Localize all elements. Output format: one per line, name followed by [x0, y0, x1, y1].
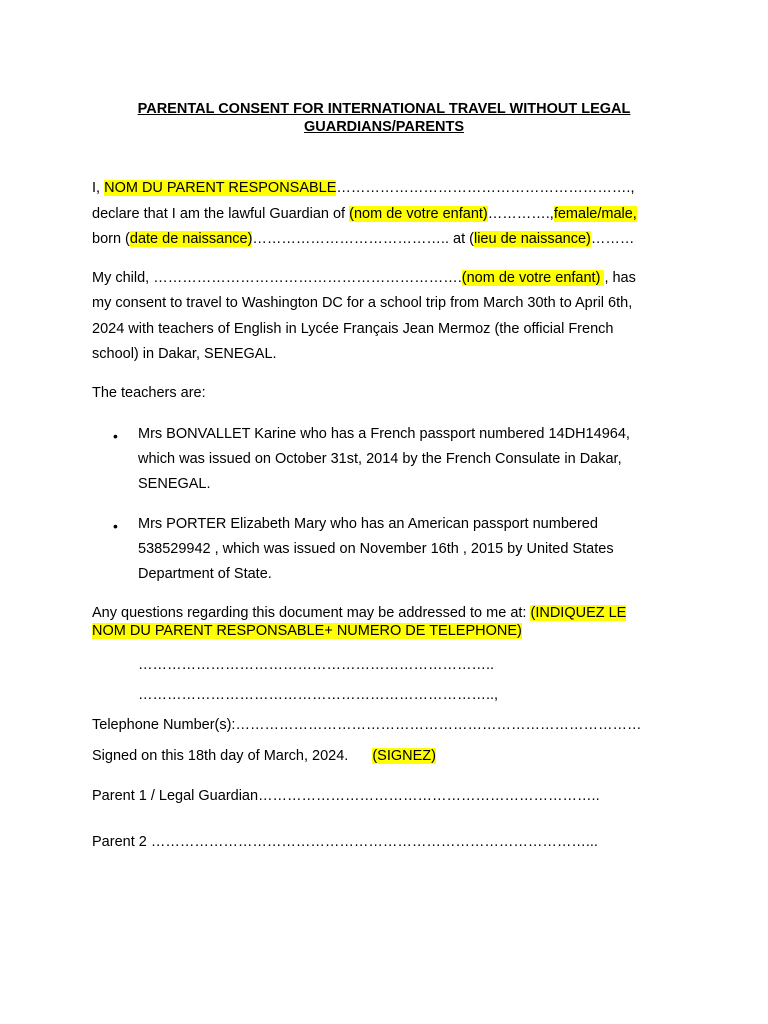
document-title	[100, 100, 668, 136]
para1-line3	[92, 230, 634, 248]
dotted-blank: …………………………………………………….,	[336, 180, 635, 196]
teachers-intro: The teachers are:	[92, 385, 206, 401]
questions-line2	[92, 622, 522, 640]
text: born (	[92, 231, 130, 247]
birthdate-placeholder: date de naissance)	[129, 231, 253, 247]
text: I,	[92, 180, 105, 196]
dotted-blank: ………………………………….. at (	[252, 231, 474, 247]
address-line-2: ………………………………………………………………..,	[138, 687, 499, 703]
para2-line1	[92, 269, 636, 287]
para2-line4: school) in Dakar, SENEGAL.	[92, 346, 277, 362]
gender-placeholder: female/male,	[553, 206, 637, 222]
text: , has	[604, 270, 636, 286]
sign-placeholder: (SIGNEZ)	[372, 748, 436, 764]
bullet-1: •	[113, 428, 118, 444]
teacher1-line3: SENEGAL.	[138, 476, 211, 492]
parent2-signature-line: Parent 2 ………………………………………………………………………………...	[92, 834, 598, 850]
parent1-signature-line: Parent 1 / Legal Guardian……………………………………………………………..	[92, 788, 600, 804]
teacher1-line2: which was issued on October 31st, 2014 by the French Consulate in Dakar,	[138, 451, 622, 467]
address-line-1: ………………………………………………………………..	[138, 657, 495, 673]
teacher2-line2: 538529942 , which was issued on November 16th , 2015 by United States	[138, 541, 614, 557]
para2-line3: 2024 with teachers of English in Lycée Français Jean Mermoz (the official French	[92, 321, 614, 337]
contact-placeholder: (INDIQUEZ LE	[530, 605, 627, 621]
para2-line2: my consent to travel to Washington DC for a school trip from March 30th to April 6th,	[92, 295, 633, 311]
text: My child, ……………………………………………………….	[92, 270, 462, 286]
text: Any questions regarding this document may be addressed to me at:	[92, 605, 531, 621]
title-line-2: GUARDIANS/PARENTS	[303, 119, 465, 135]
bullet-2: •	[113, 518, 118, 534]
signed-text: Signed on this 18th day of March, 2024.	[92, 748, 349, 764]
birthplace-placeholder: lieu de naissance)	[473, 231, 591, 247]
para1-line2	[92, 205, 637, 223]
child-name-placeholder: (nom de votre enfant)	[461, 270, 605, 286]
teacher2-line3: Department of State.	[138, 566, 272, 582]
signed-line	[92, 747, 436, 765]
text: declare that I am the lawful Guardian of	[92, 206, 350, 222]
dotted-blank: ………….,	[487, 206, 554, 222]
parent-name-placeholder: NOM DU PARENT RESPONSABLE	[104, 180, 337, 196]
questions-line1	[92, 604, 626, 622]
teacher1-line1: Mrs BONVALLET Karine who has a French passport numbered 14DH14964,	[138, 426, 630, 442]
title-line-1: PARENTAL CONSENT FOR INTERNATIONAL TRAVEL WITHOUT LEGAL	[137, 101, 631, 117]
dotted-blank: ………	[590, 231, 635, 247]
para1-line1	[92, 179, 634, 197]
teacher2-line1: Mrs PORTER Elizabeth Mary who has an American passport numbered	[138, 516, 598, 532]
child-name-placeholder: (nom de votre enfant)	[349, 206, 488, 222]
telephone-line: Telephone Number(s):…………………………………………………………………………	[92, 717, 642, 733]
contact-placeholder: NOM DU PARENT RESPONSABLE+ NUMERO DE TELEPHONE)	[92, 623, 522, 639]
